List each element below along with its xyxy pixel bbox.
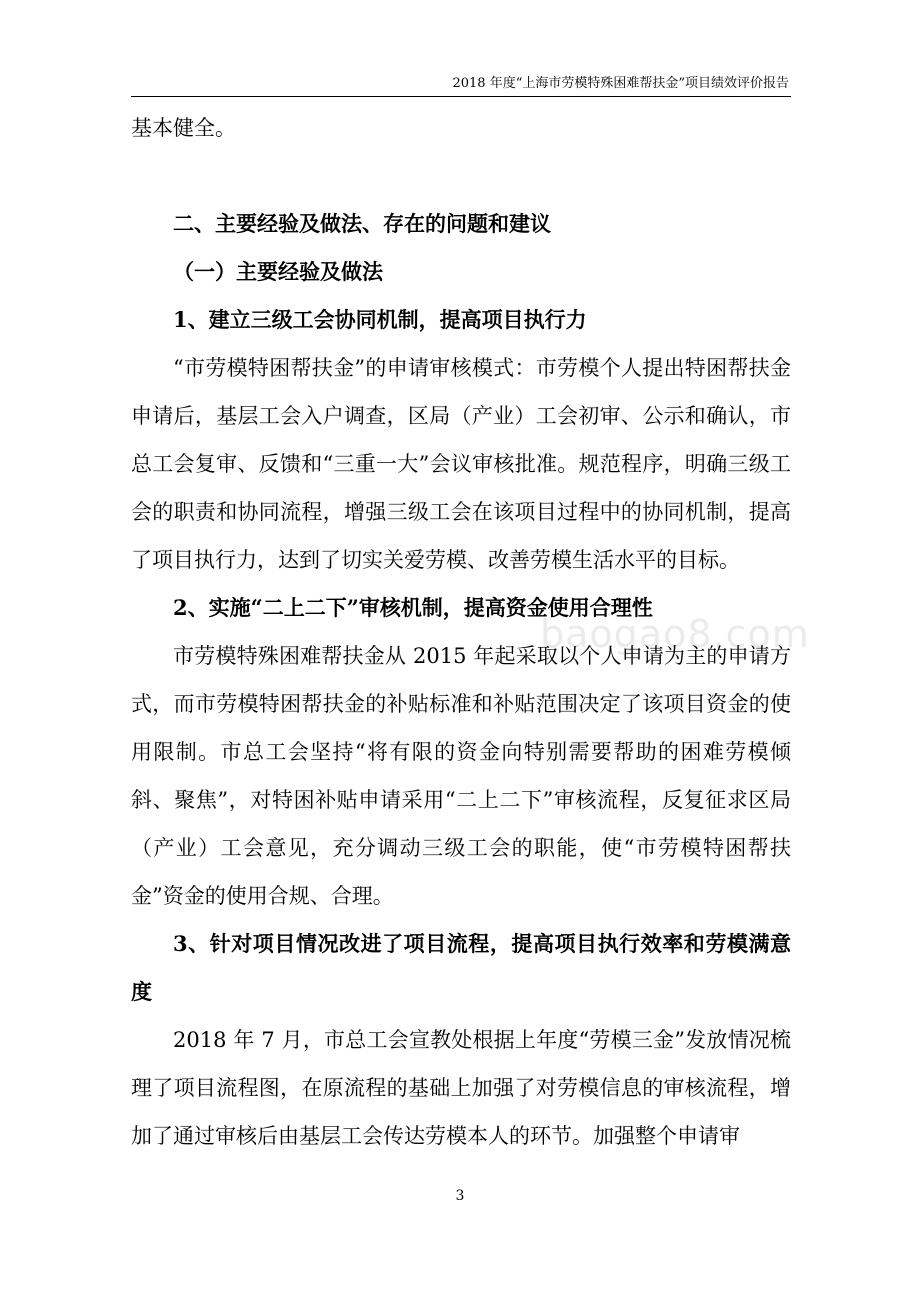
section-heading: 二、主要经验及做法、存在的问题和建议 (173, 211, 551, 236)
header-rule (131, 96, 791, 97)
paragraph-3: 2018 年 7 月，市总工会宣教处根据上年度“劳模三金”发放情况梳理了项目流程图，在原流程的基础上加强了对劳模信息的审核流程，增加了通过审核后由基层工会传达劳模本人的环节。加强整个申请审 (131, 1028, 791, 1148)
heading-item-2: 2、实施“二上二下”审核机制，提高资金使用合理性 (173, 595, 653, 620)
document-body (131, 104, 791, 1160)
watermark: baogao8.com (540, 612, 810, 656)
heading-item-1: 1、建立三级工会协同机制，提高项目执行力 (173, 307, 587, 332)
running-header: 2018 年度“上海市劳模特殊困难帮扶金”项目绩效评价报告 (452, 76, 789, 91)
paragraph-continued: 基本健全。 (131, 116, 236, 140)
heading-item-3: 3、针对项目情况改进了项目流程，提高项目执行效率和劳模满意度 (131, 931, 791, 1004)
paragraph-1: “市劳模特困帮扶金”的申请审核模式：市劳模个人提出特困帮扶金申请后，基层工会入户调查，区局（产业）工会初审、公示和确认，市总工会复审、反馈和“三重一大”会议审核批准。规范程序，明确三级工会的职责和协同流程，增强三级工会在该项目过程中的协同机制，提高了项目执行力，达到了切实关爱劳模、改善劳模生活水平的目标。 (131, 356, 791, 572)
paragraph-2: 市劳模特殊困难帮扶金从 2015 年起采取以个人申请为主的申请方式，而市劳模特困帮扶金的补贴标准和补贴范围决定了该项目资金的使用限制。市总工会坚持“将有限的资金向特别需要帮助的困难劳模倾斜、聚焦”，对特困补贴申请采用“二上二下”审核流程，反复征求区局（产业）工会意见，充分调动三级工会的职能，使“市劳模特困帮扶金”资金的使用合规、合理。 (131, 644, 791, 908)
subsection-heading: （一）主要经验及做法 (173, 259, 383, 284)
page-number: 3 (455, 1188, 465, 1204)
